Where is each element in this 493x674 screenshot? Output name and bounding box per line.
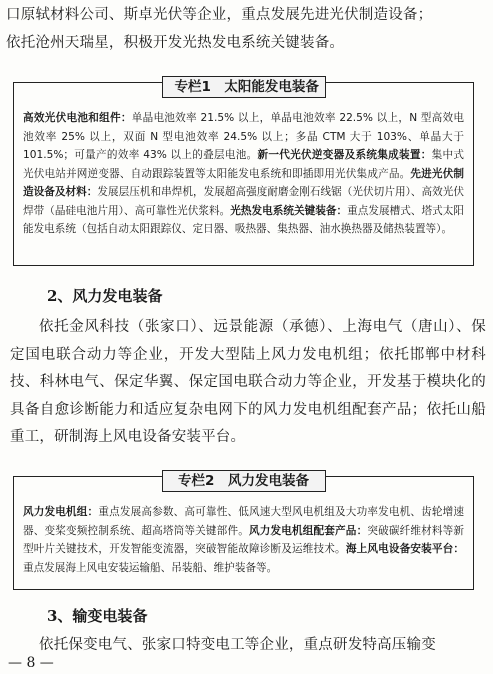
sidebar-box-wind — [13, 473, 474, 590]
box-term-label: 新一代光伏逆变器及系统集成装置： — [257, 149, 432, 161]
box-term-label: 海上风电设备安装平台： — [345, 543, 465, 555]
box-term-label: 高效光伏电池和组件： — [23, 112, 132, 124]
box-term-text: 突破碳纤维材料等新型叶片关键技术，开发智能变流器，突破智能故障诊断及运维技术。 — [23, 524, 465, 555]
section-heading-transmission: 3、输变电装备 — [47, 607, 148, 625]
section-paragraph-wind: 依托金风科技（张家口）、远景能源（承德）、上海电气（唐山）、保定国电联合动力等企业，开发大型陆上风力发电机组；依托邯郸中材科技、科林电气、保定华翼、保定国电联合动力等企业，开发基于模块化的具备自愈诊断能力和适应复杂电网下的风力发电机组配套产品；依托山船重工，研制海上风电设备安装平台。 — [10, 319, 486, 445]
box-term-label: 先进光伏制造设备及材料： — [23, 167, 465, 198]
sidebar-box-solar — [13, 79, 474, 266]
section-heading-wind: 2、风力发电装备 — [47, 287, 163, 305]
box-term-text: 重点发展高参数、高可靠性、低风速大型风电机组及大功率发电机、齿轮增速器、变桨变频控制系统、超高塔筒等关键部件。 — [23, 506, 465, 537]
box-term-label: 风力发电机组配套产品： — [248, 524, 368, 537]
page-number: — 8 — — [8, 655, 54, 671]
intro-line-2: 依托沧州天瑞星，积极开发光热发电系统关键装备。 — [6, 35, 345, 51]
box-title-wind: 专栏2 风力发电装备 — [162, 470, 326, 492]
box-term-text: 发展层压机和串焊机，发展超高强度耐磨金刚石线锯（光伏切片用）、高效光伏焊带（晶硅电池片用）、高可靠性光伏浆料。 — [23, 186, 464, 217]
box-term-text: 集中式光伏电站并网逆变器、自动跟踪装置等太阳能发电系统和即插即用光伏集成产品。 — [23, 149, 465, 180]
intro-line-1: 口原轼材料公司、斯卓光伏等企业，重点发展先进光伏制造设备； — [6, 7, 433, 23]
box-title-solar: 专栏1 太阳能发电装备 — [162, 76, 326, 98]
box-term-text: 重点发展槽式、塔式太阳能发电系统（包括自动太阳跟踪仪、定日器、吸热器、集热器、油水换热器及储热装置等）。 — [23, 204, 465, 235]
box-term-label: 光热发电系统关键装备： — [230, 204, 348, 217]
box-term-text: 重点发展海上风电安装运输船、吊装船、维护装备等。 — [23, 561, 278, 574]
box-term-label: 风力发电机组： — [23, 506, 99, 518]
section-paragraph-transmission: 依托保变电气、张家口特变电工等企业，重点研发特高压输变 — [39, 637, 436, 653]
box-term-text: 单晶电池效率 21.5% 以上，单晶电池效率 22.5% 以上，N 型高效电池效率 25% 以上，双面 N 型电池效率 24.5% 以上；多晶 CTM 大于 103%、单晶大于 101.5%；可量产的效率 43% 以上的叠层电池。 — [23, 112, 464, 161]
box-body-wind — [23, 503, 464, 577]
box-body-solar — [23, 109, 464, 239]
